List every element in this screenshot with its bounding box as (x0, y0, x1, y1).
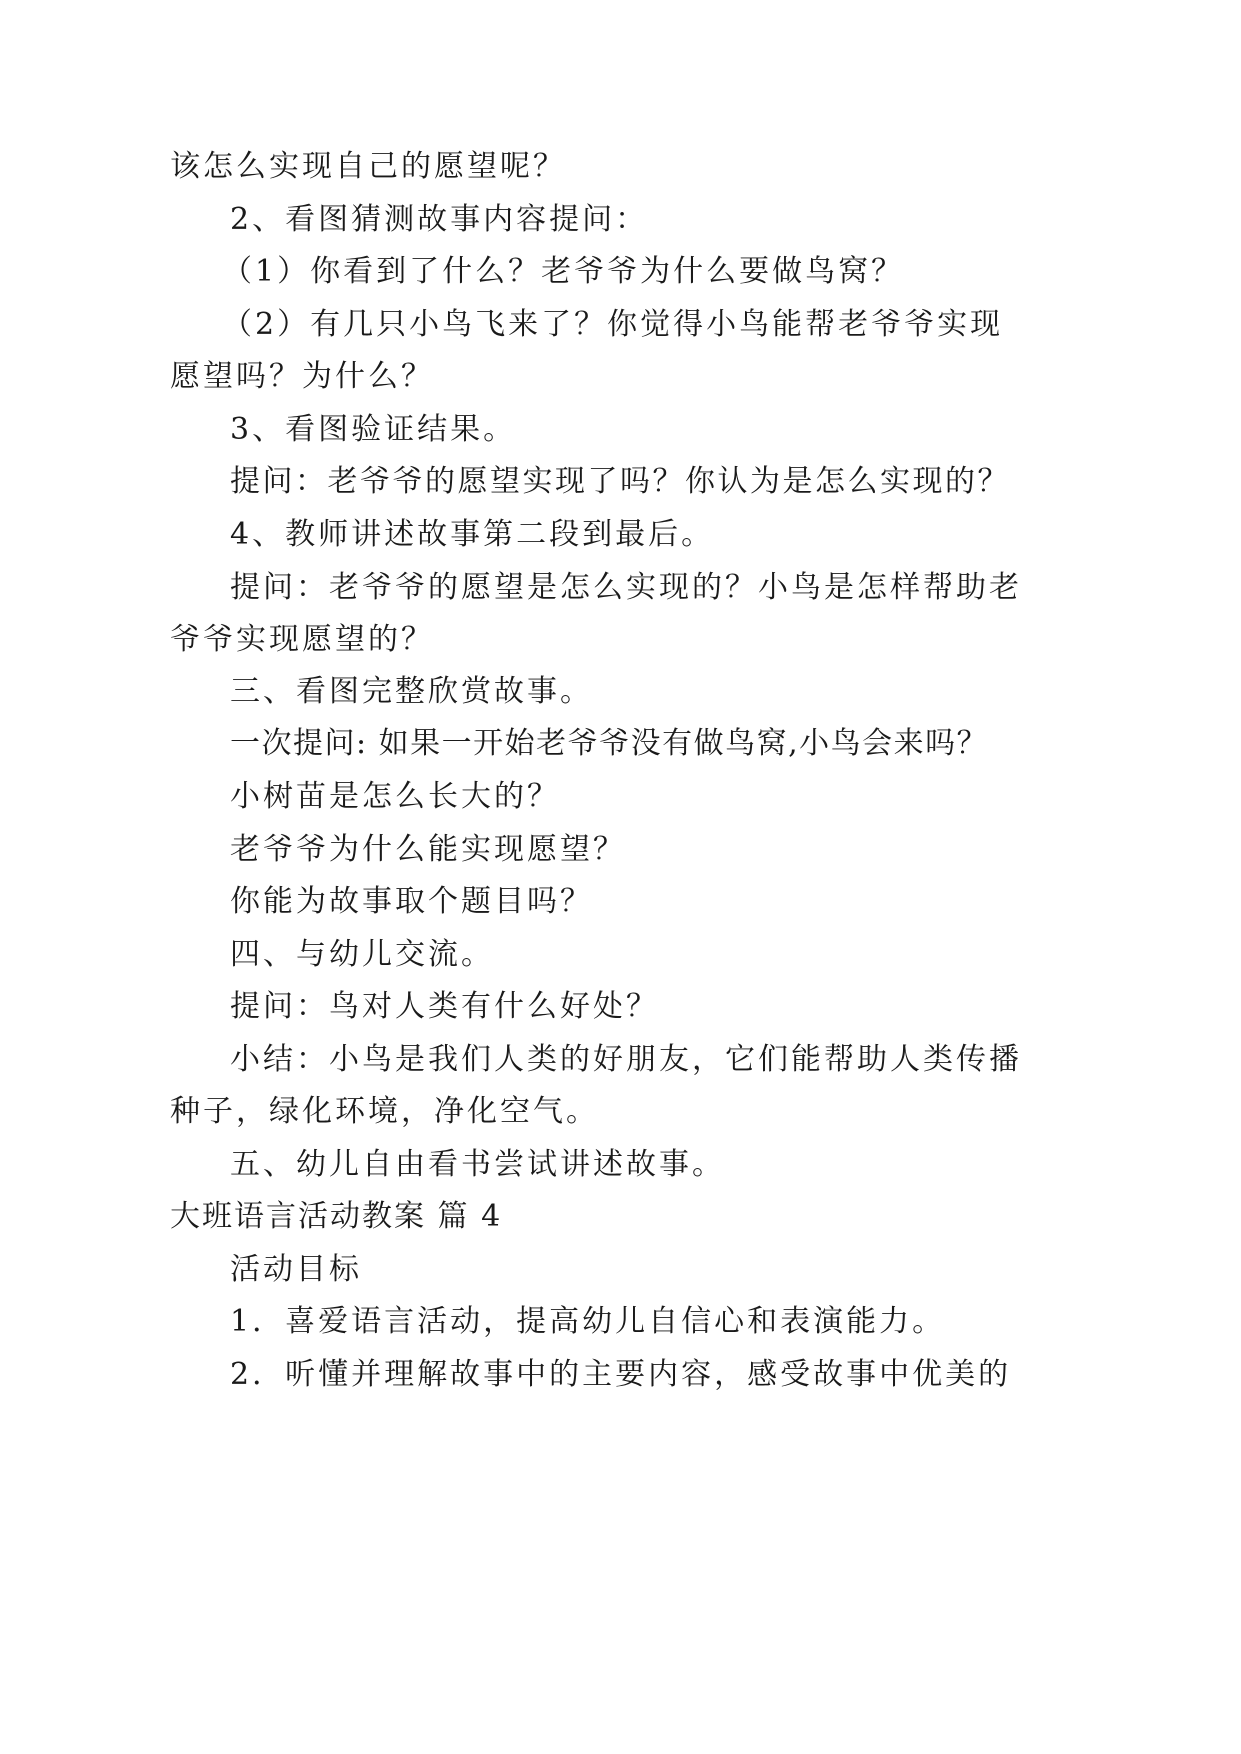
list-item: 4、教师讲述故事第二段到最后。 (230, 517, 715, 552)
list-item: 2、看图猜测故事内容提问： (230, 202, 649, 237)
chapter-heading: 大班语言活动教案 篇 4 (170, 1199, 503, 1234)
text-line: 老爷爷为什么能实现愿望？ (230, 832, 626, 867)
question-line: 提问：鸟对人类有什么好处？ (230, 989, 659, 1024)
section-heading: 三、看图完整欣赏故事。 (230, 674, 593, 709)
text-line: 愿望吗？为什么？ (170, 359, 434, 394)
text-line: 小树苗是怎么长大的？ (230, 779, 560, 814)
question-item: （1）你看到了什么？老爷爷为什么要做鸟窝？ (222, 254, 905, 289)
subheading: 活动目标 (230, 1252, 362, 1287)
summary-line: 小结：小鸟是我们人类的好朋友，它们能帮助人类传播 (230, 1042, 1022, 1077)
text-line: 爷爷实现愿望的？ (170, 622, 434, 657)
question-line: 提问：老爷爷的愿望实现了吗？你认为是怎么实现的？ (230, 464, 1010, 499)
question-item: （2）有几只小鸟飞来了？你觉得小鸟能帮老爷爷实现 (222, 307, 1004, 342)
question-line: 提问：老爷爷的愿望是怎么实现的？小鸟是怎样帮助老 (230, 570, 1022, 605)
text-line: 种子，绿化环境，净化空气。 (170, 1094, 599, 1129)
goal-item: 2．听懂并理解故事中的主要内容，感受故事中优美的 (230, 1357, 1012, 1392)
text-line: 你能为故事取个题目吗？ (230, 884, 593, 919)
text-line: 该怎么实现自己的愿望呢？ (170, 149, 566, 184)
section-heading: 四、与幼儿交流。 (230, 937, 494, 972)
section-heading: 五、幼儿自由看书尝试讲述故事。 (230, 1147, 725, 1182)
question-line: 一次提问: 如果一开始老爷爷没有做鸟窝,小鸟会来吗？ (230, 726, 989, 761)
goal-item: 1．喜爱语言活动，提高幼儿自信心和表演能力。 (230, 1304, 946, 1339)
list-item: 3、看图验证结果。 (230, 412, 517, 447)
